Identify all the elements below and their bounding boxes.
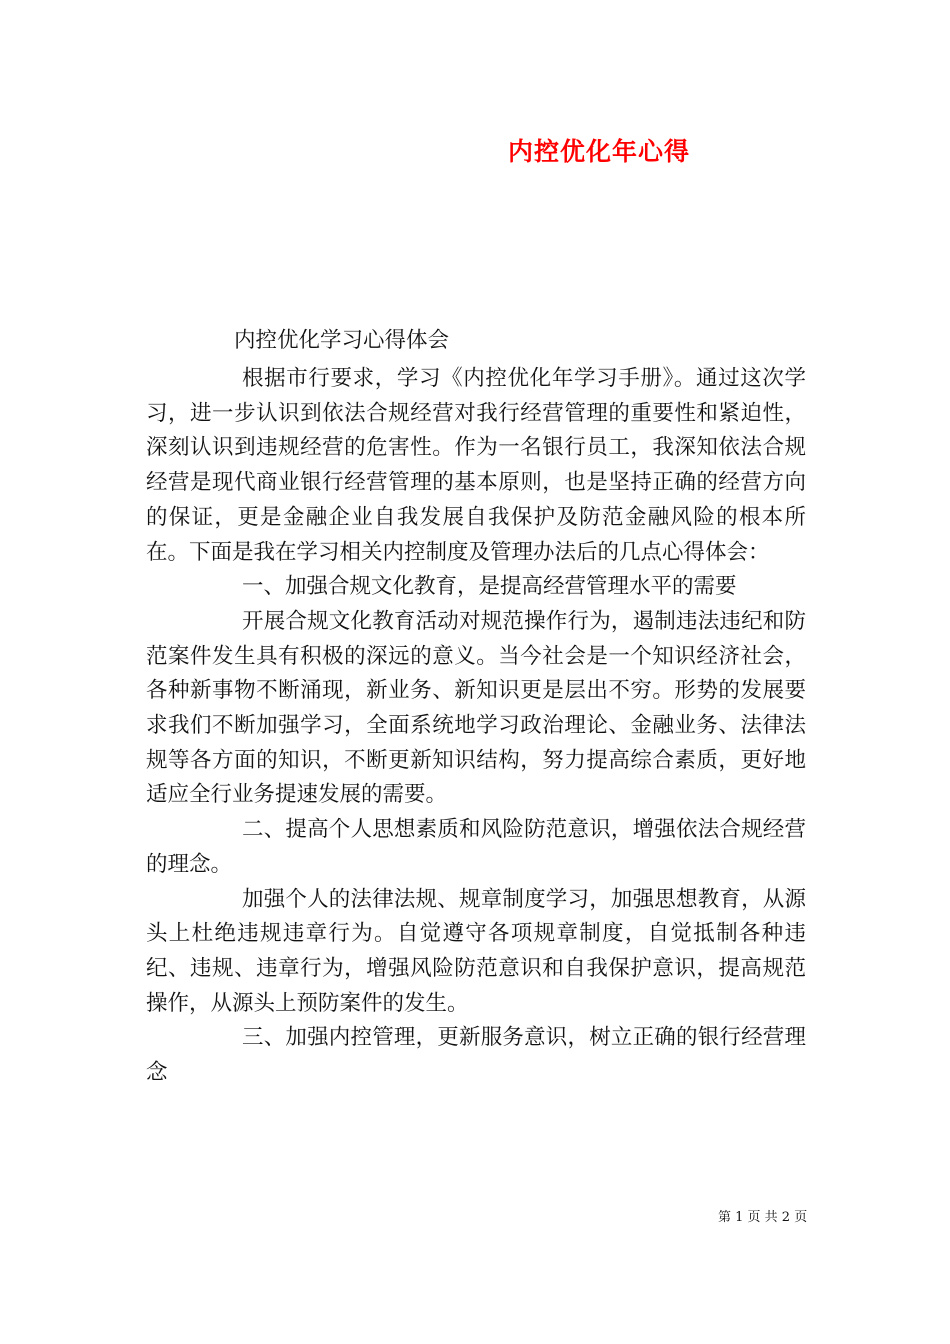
section-heading-1: 一、加强合规文化教育，是提高经营管理水平的需要 [242,574,737,600]
document-title: 内控优化年心得 [508,137,691,166]
section-heading-3: 三、加强内控管理，更新服务意识，树立正确的银行经营理念 [146,1025,806,1086]
document-body [146,362,806,1091]
paragraph-section-2: 加强个人的法律法规、规章制度学习，加强思想教育，从源头上杜绝违规违章行为。自觉遵守各项规章制度，自觉抵制各种违纪、违规、违章行为，增强风险防范意识和自我保护意识，提高规范操作，从源头上预防案件的发生。 [146,886,806,1016]
paragraph-intro: 根据市行要求，学习《内控优化年学习手册》。通过这次学习，进一步认识到依法合规经营对我行经营管理的重要性和紧迫性，深刻认识到违规经营的危害性。作为一名银行员工，我深知依法合规经营是现代商业银行经营管理的基本原则，也是坚持正确的经营方向的保证，更是金融企业自我发展自我保护及防范金融风险的根本所在。下面是我在学习相关内控制度及管理办法后的几点心得体会： [146,366,806,565]
page-number-footer: 第 1 页 共 2 页 [718,1210,808,1225]
section-heading-2: 二、提高个人思想素质和风险防范意识，增强依法合规经营的理念。 [146,817,806,877]
paragraph-section-1: 开展合规文化教育活动对规范操作行为，遏制违法违纪和防范案件发生具有积极的深远的意义。当今社会是一个知识经济社会，各种新事物不断涌现，新业务、新知识更是层出不穷。形势的发展要求我们不断加强学习，全面系统地学习政治理论、金融业务、法律法规等各方面的知识，不断更新知识结构，努力提高综合素质，更好地适应全行业务提速发展的需要。 [146,608,806,808]
document-subtitle: 内控优化学习心得体会 [234,328,450,353]
